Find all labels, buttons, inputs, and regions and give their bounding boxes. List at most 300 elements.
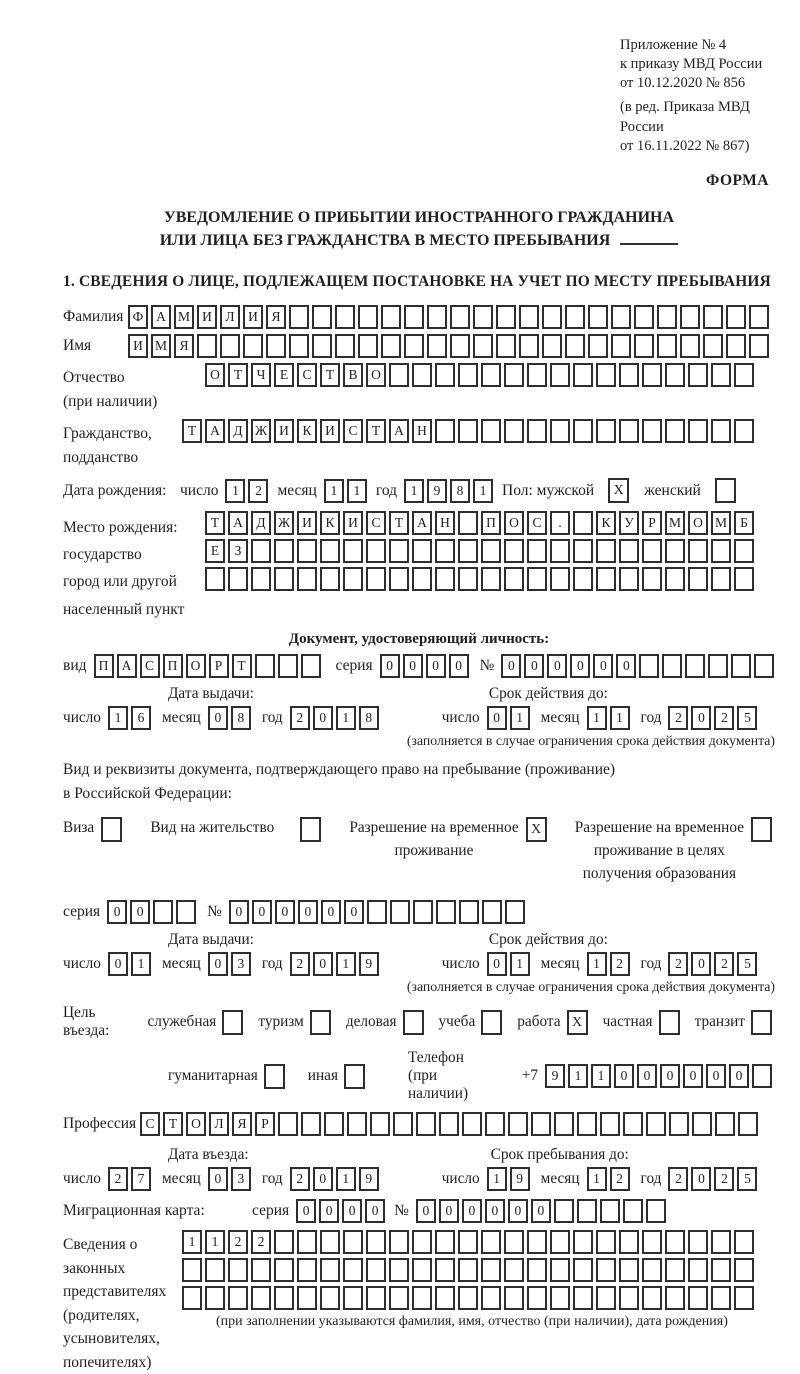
form-cell[interactable] <box>289 305 309 329</box>
form-cell[interactable]: 2 <box>610 952 630 976</box>
form-cell[interactable]: Н <box>412 419 432 443</box>
form-cell[interactable] <box>274 1286 294 1310</box>
form-cell[interactable]: Е <box>205 539 225 563</box>
form-cell[interactable]: О <box>504 511 524 535</box>
form-cell[interactable] <box>508 1112 528 1136</box>
form-cell[interactable]: 6 <box>131 706 151 730</box>
form-cell[interactable]: С <box>366 511 386 535</box>
form-cell[interactable]: 0 <box>531 1199 551 1223</box>
form-cell[interactable] <box>228 1258 248 1282</box>
form-cell[interactable] <box>416 1112 436 1136</box>
form-cell[interactable] <box>436 900 456 924</box>
female-checkbox[interactable] <box>715 478 736 503</box>
form-cell[interactable] <box>458 1258 478 1282</box>
form-cell[interactable] <box>435 1230 455 1254</box>
form-cell[interactable] <box>527 419 547 443</box>
form-cell[interactable] <box>634 305 654 329</box>
form-cell[interactable]: С <box>140 654 160 678</box>
form-cell[interactable] <box>519 305 539 329</box>
form-cell[interactable] <box>646 1199 666 1223</box>
form-cell[interactable] <box>427 305 447 329</box>
form-cell[interactable]: 2 <box>714 1167 734 1191</box>
form-cell[interactable] <box>619 419 639 443</box>
form-cell[interactable] <box>504 1258 524 1282</box>
form-cell[interactable]: Я <box>232 1112 252 1136</box>
form-cell[interactable]: 0 <box>208 706 228 730</box>
form-cell[interactable] <box>642 567 662 591</box>
form-cell[interactable]: 0 <box>208 952 228 976</box>
form-cell[interactable]: 2 <box>610 1167 630 1191</box>
form-cell[interactable]: 0 <box>439 1199 459 1223</box>
form-cell[interactable] <box>577 1199 597 1223</box>
form-cell[interactable]: 0 <box>691 706 711 730</box>
form-cell[interactable] <box>669 1112 689 1136</box>
form-cell[interactable]: 0 <box>313 1167 333 1191</box>
form-cell[interactable] <box>504 363 524 387</box>
form-cell[interactable]: И <box>343 511 363 535</box>
form-cell[interactable] <box>458 363 478 387</box>
form-cell[interactable]: 1 <box>610 706 630 730</box>
form-cell[interactable]: М <box>665 511 685 535</box>
form-cell[interactable]: 0 <box>298 900 318 924</box>
form-cell[interactable] <box>381 305 401 329</box>
form-cell[interactable]: 0 <box>691 952 711 976</box>
form-cell[interactable] <box>274 539 294 563</box>
form-cell[interactable] <box>343 1230 363 1254</box>
form-cell[interactable] <box>731 654 751 678</box>
form-cell[interactable] <box>565 334 585 358</box>
form-cell[interactable]: О <box>186 1112 206 1136</box>
form-cell[interactable] <box>274 1258 294 1282</box>
form-cell[interactable] <box>634 334 654 358</box>
form-cell[interactable]: А <box>389 419 409 443</box>
form-cell[interactable] <box>596 363 616 387</box>
form-cell[interactable] <box>711 419 731 443</box>
form-cell[interactable]: 0 <box>229 900 249 924</box>
form-cell[interactable]: 7 <box>131 1167 151 1191</box>
form-cell[interactable]: 0 <box>313 706 333 730</box>
form-cell[interactable]: М <box>174 305 194 329</box>
form-cell[interactable]: 1 <box>108 706 128 730</box>
form-cell[interactable] <box>734 539 754 563</box>
form-cell[interactable]: 1 <box>324 479 344 503</box>
form-cell[interactable]: 0 <box>487 952 507 976</box>
form-cell[interactable] <box>370 1112 390 1136</box>
form-cell[interactable] <box>255 654 275 678</box>
form-cell[interactable]: Д <box>251 511 271 535</box>
form-cell[interactable] <box>527 1230 547 1254</box>
form-cell[interactable]: 0 <box>485 1199 505 1223</box>
form-cell[interactable]: С <box>527 511 547 535</box>
form-cell[interactable] <box>251 1258 271 1282</box>
form-cell[interactable] <box>619 567 639 591</box>
form-cell[interactable] <box>573 1286 593 1310</box>
form-cell[interactable] <box>527 567 547 591</box>
form-cell[interactable] <box>266 334 286 358</box>
form-cell[interactable] <box>320 1286 340 1310</box>
residence-permit-checkbox[interactable] <box>300 817 321 842</box>
form-cell[interactable] <box>550 363 570 387</box>
form-cell[interactable] <box>642 1230 662 1254</box>
form-cell[interactable]: 0 <box>208 1167 228 1191</box>
form-cell[interactable]: 0 <box>637 1064 657 1088</box>
form-cell[interactable]: О <box>205 363 225 387</box>
form-cell[interactable] <box>450 334 470 358</box>
form-cell[interactable]: С <box>343 419 363 443</box>
purpose-transit-checkbox[interactable] <box>751 1010 772 1035</box>
form-cell[interactable]: 1 <box>568 1064 588 1088</box>
form-cell[interactable]: 0 <box>547 654 567 678</box>
form-cell[interactable] <box>573 1230 593 1254</box>
form-cell[interactable] <box>734 419 754 443</box>
form-cell[interactable] <box>367 900 387 924</box>
form-cell[interactable]: И <box>128 334 148 358</box>
form-cell[interactable] <box>458 511 478 535</box>
form-cell[interactable]: 0 <box>660 1064 680 1088</box>
form-cell[interactable] <box>688 363 708 387</box>
form-cell[interactable] <box>711 1258 731 1282</box>
form-cell[interactable] <box>596 1286 616 1310</box>
form-cell[interactable]: 0 <box>108 952 128 976</box>
form-cell[interactable]: Д <box>228 419 248 443</box>
purpose-official-checkbox[interactable] <box>222 1010 243 1035</box>
form-cell[interactable] <box>623 1199 643 1223</box>
form-cell[interactable] <box>596 539 616 563</box>
form-cell[interactable] <box>481 539 501 563</box>
form-cell[interactable]: 1 <box>182 1230 202 1254</box>
form-cell[interactable] <box>289 334 309 358</box>
form-cell[interactable] <box>297 539 317 563</box>
form-cell[interactable]: 1 <box>510 706 530 730</box>
form-cell[interactable] <box>754 654 774 678</box>
form-cell[interactable] <box>573 567 593 591</box>
form-cell[interactable] <box>550 539 570 563</box>
form-cell[interactable] <box>389 1258 409 1282</box>
form-cell[interactable] <box>297 1258 317 1282</box>
form-cell[interactable] <box>504 539 524 563</box>
form-cell[interactable]: 3 <box>231 952 251 976</box>
form-cell[interactable] <box>623 1112 643 1136</box>
form-cell[interactable] <box>519 334 539 358</box>
form-cell[interactable] <box>665 1258 685 1282</box>
form-cell[interactable] <box>390 900 410 924</box>
form-cell[interactable]: Ж <box>251 419 271 443</box>
form-cell[interactable]: 0 <box>593 654 613 678</box>
form-cell[interactable]: 0 <box>426 654 446 678</box>
form-cell[interactable] <box>435 363 455 387</box>
form-cell[interactable] <box>312 305 332 329</box>
form-cell[interactable] <box>738 1112 758 1136</box>
form-cell[interactable]: К <box>297 419 317 443</box>
form-cell[interactable]: И <box>243 305 263 329</box>
form-cell[interactable] <box>427 334 447 358</box>
form-cell[interactable]: 9 <box>359 1167 379 1191</box>
form-cell[interactable]: И <box>297 511 317 535</box>
form-cell[interactable] <box>642 539 662 563</box>
form-cell[interactable] <box>642 1258 662 1282</box>
form-cell[interactable] <box>320 1258 340 1282</box>
form-cell[interactable] <box>688 1258 708 1282</box>
form-cell[interactable] <box>711 1286 731 1310</box>
form-cell[interactable] <box>462 1112 482 1136</box>
form-cell[interactable] <box>596 419 616 443</box>
form-cell[interactable]: 2 <box>714 706 734 730</box>
form-cell[interactable]: Я <box>174 334 194 358</box>
form-cell[interactable]: 1 <box>131 952 151 976</box>
form-cell[interactable]: 0 <box>729 1064 749 1088</box>
form-cell[interactable]: 0 <box>449 654 469 678</box>
form-cell[interactable]: И <box>274 419 294 443</box>
form-cell[interactable]: 0 <box>614 1064 634 1088</box>
form-cell[interactable]: П <box>481 511 501 535</box>
form-cell[interactable] <box>274 567 294 591</box>
form-cell[interactable] <box>182 1258 202 1282</box>
form-cell[interactable] <box>600 1199 620 1223</box>
form-cell[interactable]: 0 <box>416 1199 436 1223</box>
form-cell[interactable] <box>550 1286 570 1310</box>
purpose-tourism-checkbox[interactable] <box>310 1010 331 1035</box>
form-cell[interactable] <box>611 334 631 358</box>
form-cell[interactable] <box>527 1258 547 1282</box>
purpose-private-checkbox[interactable] <box>659 1010 680 1035</box>
form-cell[interactable]: 9 <box>427 479 447 503</box>
form-cell[interactable]: 2 <box>290 1167 310 1191</box>
form-cell[interactable] <box>435 567 455 591</box>
form-cell[interactable] <box>588 305 608 329</box>
form-cell[interactable]: 1 <box>473 479 493 503</box>
form-cell[interactable]: 1 <box>347 479 367 503</box>
form-cell[interactable]: 2 <box>108 1167 128 1191</box>
form-cell[interactable] <box>343 1286 363 1310</box>
form-cell[interactable] <box>358 334 378 358</box>
form-cell[interactable] <box>381 334 401 358</box>
form-cell[interactable] <box>366 1230 386 1254</box>
form-cell[interactable]: 2 <box>290 706 310 730</box>
form-cell[interactable] <box>531 1112 551 1136</box>
form-cell[interactable]: 2 <box>714 952 734 976</box>
form-cell[interactable]: 2 <box>251 1230 271 1254</box>
form-cell[interactable]: Б <box>734 511 754 535</box>
form-cell[interactable]: 2 <box>668 706 688 730</box>
form-cell[interactable]: 0 <box>487 706 507 730</box>
form-cell[interactable] <box>482 900 502 924</box>
form-cell[interactable]: 2 <box>668 952 688 976</box>
form-cell[interactable] <box>711 567 731 591</box>
form-cell[interactable] <box>473 334 493 358</box>
form-cell[interactable]: 0 <box>403 654 423 678</box>
form-cell[interactable] <box>527 539 547 563</box>
form-cell[interactable]: С <box>297 363 317 387</box>
form-cell[interactable] <box>205 567 225 591</box>
form-cell[interactable]: 9 <box>510 1167 530 1191</box>
form-cell[interactable]: 1 <box>510 952 530 976</box>
form-cell[interactable]: Р <box>209 654 229 678</box>
form-cell[interactable]: Т <box>389 511 409 535</box>
form-cell[interactable] <box>220 334 240 358</box>
form-cell[interactable]: 8 <box>450 479 470 503</box>
form-cell[interactable] <box>554 1112 574 1136</box>
form-cell[interactable] <box>619 1258 639 1282</box>
form-cell[interactable] <box>297 1286 317 1310</box>
form-cell[interactable]: 9 <box>359 952 379 976</box>
form-cell[interactable] <box>481 1286 501 1310</box>
form-cell[interactable] <box>703 305 723 329</box>
form-cell[interactable]: 0 <box>570 654 590 678</box>
form-cell[interactable] <box>665 1286 685 1310</box>
form-cell[interactable] <box>412 539 432 563</box>
form-cell[interactable] <box>278 654 298 678</box>
form-cell[interactable] <box>301 654 321 678</box>
form-cell[interactable] <box>393 1112 413 1136</box>
form-cell[interactable] <box>708 654 728 678</box>
form-cell[interactable] <box>573 539 593 563</box>
form-cell[interactable]: Т <box>232 654 252 678</box>
form-cell[interactable]: 0 <box>365 1199 385 1223</box>
form-cell[interactable] <box>505 900 525 924</box>
form-cell[interactable] <box>749 305 769 329</box>
form-cell[interactable] <box>412 567 432 591</box>
form-cell[interactable]: И <box>197 305 217 329</box>
form-cell[interactable]: 5 <box>737 952 757 976</box>
form-cell[interactable] <box>412 363 432 387</box>
form-cell[interactable] <box>711 363 731 387</box>
form-cell[interactable]: 1 <box>591 1064 611 1088</box>
form-cell[interactable]: 0 <box>342 1199 362 1223</box>
form-cell[interactable]: В <box>343 363 363 387</box>
form-cell[interactable] <box>435 1258 455 1282</box>
form-cell[interactable] <box>343 567 363 591</box>
form-cell[interactable] <box>726 305 746 329</box>
form-cell[interactable] <box>458 539 478 563</box>
form-cell[interactable] <box>496 305 516 329</box>
form-cell[interactable] <box>481 363 501 387</box>
form-cell[interactable] <box>688 539 708 563</box>
form-cell[interactable] <box>228 567 248 591</box>
temp-residence-permit-checkbox[interactable]: X <box>526 817 547 842</box>
form-cell[interactable]: С <box>140 1112 160 1136</box>
form-cell[interactable]: Л <box>209 1112 229 1136</box>
form-cell[interactable]: 0 <box>321 900 341 924</box>
form-cell[interactable] <box>665 567 685 591</box>
form-cell[interactable]: 0 <box>296 1199 316 1223</box>
form-cell[interactable]: 1 <box>336 952 356 976</box>
form-cell[interactable]: Ч <box>251 363 271 387</box>
form-cell[interactable] <box>251 1286 271 1310</box>
form-cell[interactable] <box>435 539 455 563</box>
form-cell[interactable]: К <box>596 511 616 535</box>
form-cell[interactable]: Т <box>163 1112 183 1136</box>
form-cell[interactable] <box>662 654 682 678</box>
form-cell[interactable] <box>711 539 731 563</box>
form-cell[interactable]: У <box>619 511 639 535</box>
form-cell[interactable]: А <box>205 419 225 443</box>
form-cell[interactable]: 0 <box>107 900 127 924</box>
form-cell[interactable] <box>565 305 585 329</box>
form-cell[interactable] <box>389 1286 409 1310</box>
form-cell[interactable] <box>435 419 455 443</box>
form-cell[interactable] <box>752 1064 772 1088</box>
form-cell[interactable]: 8 <box>231 706 251 730</box>
form-cell[interactable]: Ф <box>128 305 148 329</box>
form-cell[interactable]: 2 <box>668 1167 688 1191</box>
form-cell[interactable] <box>577 1112 597 1136</box>
form-cell[interactable]: Л <box>220 305 240 329</box>
form-cell[interactable] <box>439 1112 459 1136</box>
form-cell[interactable] <box>435 1286 455 1310</box>
form-cell[interactable] <box>665 419 685 443</box>
form-cell[interactable] <box>554 1199 574 1223</box>
form-cell[interactable] <box>473 305 493 329</box>
form-cell[interactable] <box>711 1230 731 1254</box>
form-cell[interactable]: П <box>163 654 183 678</box>
form-cell[interactable] <box>542 305 562 329</box>
form-cell[interactable]: 0 <box>706 1064 726 1088</box>
form-cell[interactable]: 1 <box>587 706 607 730</box>
form-cell[interactable]: . <box>550 511 570 535</box>
form-cell[interactable] <box>197 334 217 358</box>
form-cell[interactable]: 0 <box>691 1167 711 1191</box>
form-cell[interactable] <box>485 1112 505 1136</box>
form-cell[interactable] <box>301 1112 321 1136</box>
form-cell[interactable]: 3 <box>231 1167 251 1191</box>
form-cell[interactable] <box>481 1258 501 1282</box>
form-cell[interactable] <box>335 305 355 329</box>
male-checkbox[interactable]: X <box>608 478 629 503</box>
form-cell[interactable] <box>251 539 271 563</box>
form-cell[interactable] <box>680 305 700 329</box>
form-cell[interactable] <box>688 1230 708 1254</box>
form-cell[interactable] <box>596 567 616 591</box>
form-cell[interactable] <box>619 1286 639 1310</box>
form-cell[interactable] <box>251 567 271 591</box>
form-cell[interactable] <box>588 334 608 358</box>
form-cell[interactable]: 0 <box>319 1199 339 1223</box>
form-cell[interactable] <box>366 539 386 563</box>
form-cell[interactable] <box>458 419 478 443</box>
form-cell[interactable] <box>734 1286 754 1310</box>
form-cell[interactable]: Я <box>266 305 286 329</box>
form-cell[interactable] <box>749 334 769 358</box>
form-cell[interactable]: К <box>320 511 340 535</box>
form-cell[interactable] <box>573 363 593 387</box>
form-cell[interactable] <box>542 334 562 358</box>
form-cell[interactable] <box>692 1112 712 1136</box>
form-cell[interactable] <box>389 363 409 387</box>
form-cell[interactable]: 1 <box>487 1167 507 1191</box>
form-cell[interactable]: 2 <box>248 479 268 503</box>
form-cell[interactable] <box>685 654 705 678</box>
form-cell[interactable] <box>366 567 386 591</box>
form-cell[interactable] <box>596 1258 616 1282</box>
form-cell[interactable] <box>573 419 593 443</box>
form-cell[interactable] <box>335 334 355 358</box>
form-cell[interactable]: 0 <box>616 654 636 678</box>
form-cell[interactable]: О <box>186 654 206 678</box>
form-cell[interactable]: Т <box>320 363 340 387</box>
form-cell[interactable] <box>481 567 501 591</box>
form-cell[interactable] <box>459 900 479 924</box>
form-cell[interactable]: 0 <box>344 900 364 924</box>
form-cell[interactable] <box>642 419 662 443</box>
form-cell[interactable] <box>527 363 547 387</box>
form-cell[interactable] <box>550 567 570 591</box>
form-cell[interactable] <box>550 1230 570 1254</box>
form-cell[interactable] <box>619 1230 639 1254</box>
form-cell[interactable]: 1 <box>225 479 245 503</box>
form-cell[interactable] <box>297 567 317 591</box>
form-cell[interactable] <box>481 1230 501 1254</box>
form-cell[interactable] <box>205 1286 225 1310</box>
